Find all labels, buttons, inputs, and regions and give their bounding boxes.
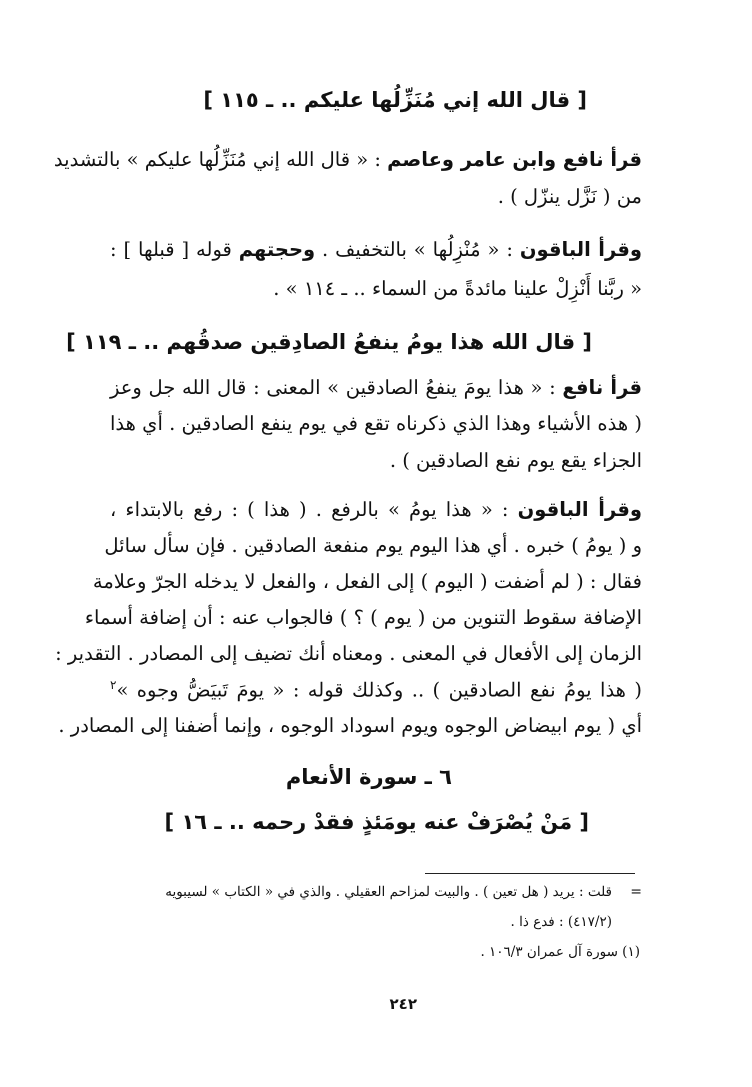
para3-line3: الجزاء يقع يوم نفع الصادقين ) . — [389, 449, 642, 472]
footnote-continuation-line1: قلت : يريد ( هل تعين ) . والبيت لمزاحم العقيلي . والذي في « الكتاب » لسيبويه — [165, 884, 612, 900]
footnote-continuation-line2: (٤١٧/٢) : فدع ذا . — [510, 914, 612, 930]
para2-line2: « ربَّنا أَنْزِلْ علينا مائدةً من السماء .. ـ ١١٤ » . — [273, 277, 642, 300]
para4-line1-text: : « هذا يومُ » بالرفع . ( هذا ) : رفع بالابتداء ، — [110, 498, 518, 521]
para2-lead2: وحجتهم — [238, 238, 316, 261]
para2-lead: وقرأ الباقون — [519, 238, 642, 261]
para4-line3: فقال : ( لم أضفت ( اليوم ) إلى الفعل ، والفعل لا يدخله الجرّ وعلامة — [92, 570, 642, 593]
para1-line1-text: : « قال الله إني مُنَزِّلُها عليكم » بالتشديد — [53, 148, 388, 171]
surah-title: ٦ ـ سورة الأنعام — [285, 765, 452, 789]
verse-heading-16: [ مَنْ يُصْرَفْ عنه يومَئذٍ فقدْ رحمه .. ـ ١٦ ] — [164, 810, 589, 834]
footnote-separator — [425, 873, 635, 874]
para4-line7: أي ( يوم ابيضاض الوجوه ويوم اسوداد الوجوه ، وإنما أضفنا إلى المصادر . — [58, 714, 642, 737]
para2-seg2: قوله [ قبلها ] : — [110, 238, 239, 261]
para4-line6 — [110, 678, 642, 702]
footnote-continuation-marker: = — [630, 884, 642, 900]
para4-line2: و ( يومُ ) خبره . أي هذا اليوم يوم منفعة الصادقين . فإن سأل سائل — [104, 534, 642, 557]
footnote-1: (١) سورة آل عمران ١٠٦/٣ . — [480, 944, 640, 960]
para3-line2: ( هذه الأشياء وهذا الذي ذكرناه تقع في يوم ينفع الصادقين . أي هذا — [110, 412, 642, 435]
para3-lead: قرأ نافع — [562, 376, 642, 399]
verse-heading-119: [ قال الله هذا يومُ ينفعُ الصادِقين صدقُهم .. ـ ١١٩ ] — [66, 330, 592, 354]
para3-line1 — [110, 376, 642, 399]
para1-line1 — [53, 148, 642, 171]
para2-seg1: : « مُنْزِلُها » بالتخفيف . — [315, 238, 520, 261]
verse-heading-115: [ قال الله إني مُنَزِّلُها عليكم .. ـ ١١٥ ] — [203, 88, 587, 112]
para4-lead: وقرأ الباقون — [517, 498, 643, 521]
para4-line5: الزمان إلى الأفعال في المعنى . ومعناه أنك تضيف إلى المصادر . التقدير : — [55, 642, 642, 665]
footnote-ref-2: ٢ — [110, 678, 117, 692]
para1-line2: من ( نَزَّل ينزّل ) . — [497, 185, 642, 208]
para4-line4: الإضافة سقوط التنوين من ( يوم ) ؟ ) فالجواب عنه : أن إضافة أسماء — [84, 606, 642, 629]
para4-line1 — [110, 498, 642, 521]
page-number: ٢٤٢ — [389, 995, 417, 1013]
para2-line1 — [110, 238, 642, 261]
para1-lead: قرأ نافع وابن عامر وعاصم — [387, 148, 642, 171]
para4-line6-text: ( هذا يومُ نفع الصادقين ) .. وكذلك قوله : « يومَ تَبيَضُّ وجوه » — [116, 678, 642, 702]
para3-line1-text: : « هذا يومَ ينفعُ الصادقين » المعنى : قال الله جل وعز — [110, 376, 563, 399]
